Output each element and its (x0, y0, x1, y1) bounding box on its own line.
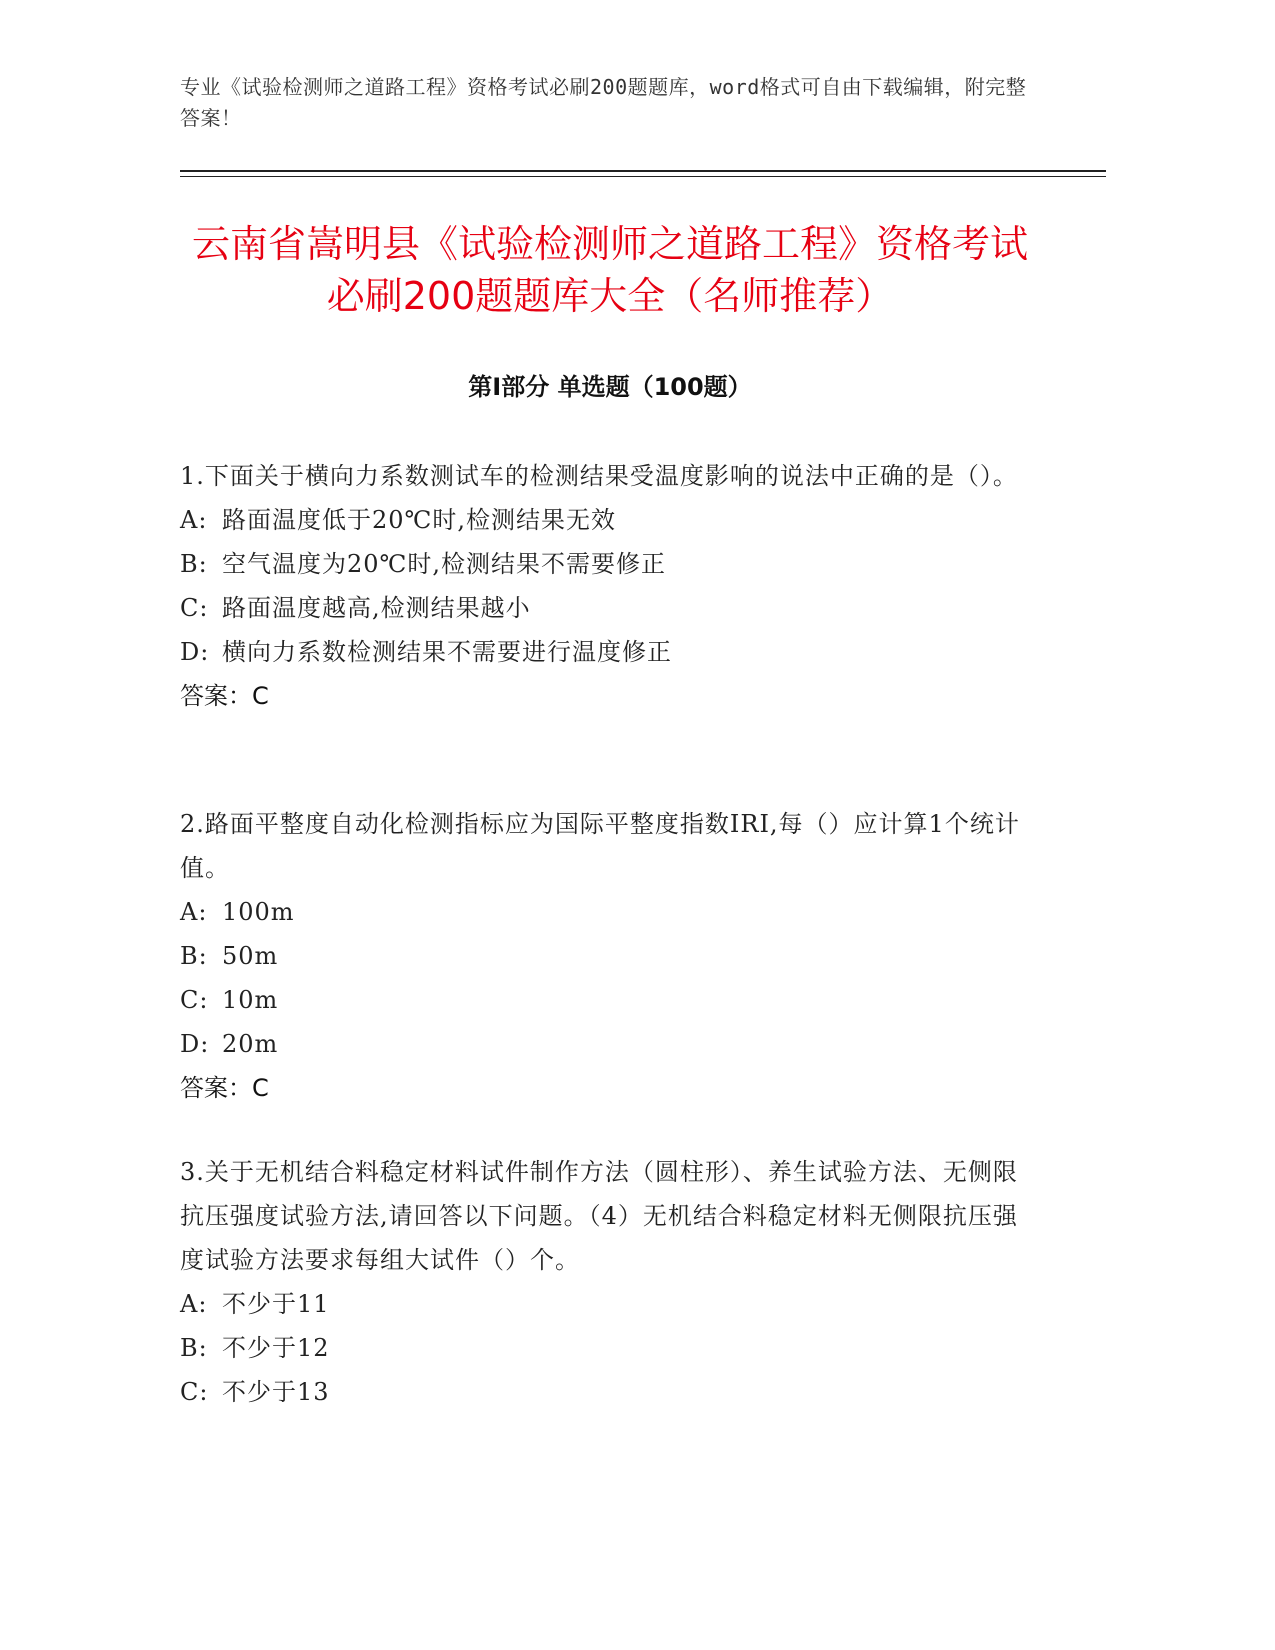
option-text: 100m (222, 898, 295, 926)
answer-line: 答案：C (180, 682, 269, 710)
option-text: 10m (222, 986, 279, 1014)
option-key: B: (180, 942, 208, 970)
option-key: B: (180, 1334, 208, 1362)
option-a (180, 1282, 1040, 1326)
option-text: 横向力系数检测结果不需要进行温度修正 (222, 638, 672, 666)
option-c (180, 1370, 1040, 1414)
question-text: 2.路面平整度自动化检测指标应为国际平整度指数IRI,每（）应计算1个统计值。 (180, 810, 1020, 882)
option-key: C: (180, 594, 209, 622)
option-text: 路面温度越高,检测结果越小 (222, 594, 531, 622)
option-text: 不少于12 (222, 1334, 330, 1362)
document-title: 云南省嵩明县《试验检测师之道路工程》资格考试必刷200题题库大全（名师推荐） (191, 222, 1028, 318)
option-key: A: (180, 1290, 208, 1318)
option-b (180, 542, 1040, 586)
option-key: C: (180, 1378, 209, 1406)
question-block-1 (180, 454, 1040, 718)
option-b (180, 934, 1040, 978)
option-d (180, 1022, 1040, 1066)
option-text: 空气温度为20℃时,检测结果不需要修正 (222, 550, 667, 578)
option-d (180, 630, 1040, 674)
option-a (180, 498, 1040, 542)
option-b (180, 1326, 1040, 1370)
section-heading: 第Ⅰ部分 单选题（100题） (468, 373, 752, 401)
option-key: A: (180, 506, 208, 534)
option-text: 不少于13 (222, 1378, 330, 1406)
answer-line: 答案：C (180, 1074, 269, 1102)
option-key: A: (180, 898, 208, 926)
question-text: 1.下面关于横向力系数测试车的检测结果受温度影响的说法中正确的是（）。 (180, 462, 1018, 490)
option-a (180, 890, 1040, 934)
option-key: D: (180, 1030, 210, 1058)
option-c (180, 978, 1040, 1022)
option-text: 路面温度低于20℃时,检测结果无效 (222, 506, 617, 534)
question-text: 3.关于无机结合料稳定材料试件制作方法（圆柱形）、养生试验方法、无侧限抗压强度试验方法,请回答以下问题。（4）无机结合料稳定材料无侧限抗压强度试验方法要求每组大试件（）个。 (180, 1158, 1018, 1274)
header-divider-thick (180, 170, 1106, 172)
option-key: C: (180, 986, 209, 1014)
option-text: 20m (222, 1030, 279, 1058)
option-text: 50m (222, 942, 279, 970)
header-divider-thin (180, 176, 1106, 177)
option-key: D: (180, 638, 210, 666)
question-block-2 (180, 802, 1040, 1110)
option-text: 不少于11 (222, 1290, 330, 1318)
header-note: 专业《试验检测师之道路工程》资格考试必刷200题题库，word格式可自由下载编辑，附完整答案！ (180, 75, 1027, 130)
question-block-3 (180, 1150, 1040, 1414)
option-c (180, 586, 1040, 630)
option-key: B: (180, 550, 208, 578)
